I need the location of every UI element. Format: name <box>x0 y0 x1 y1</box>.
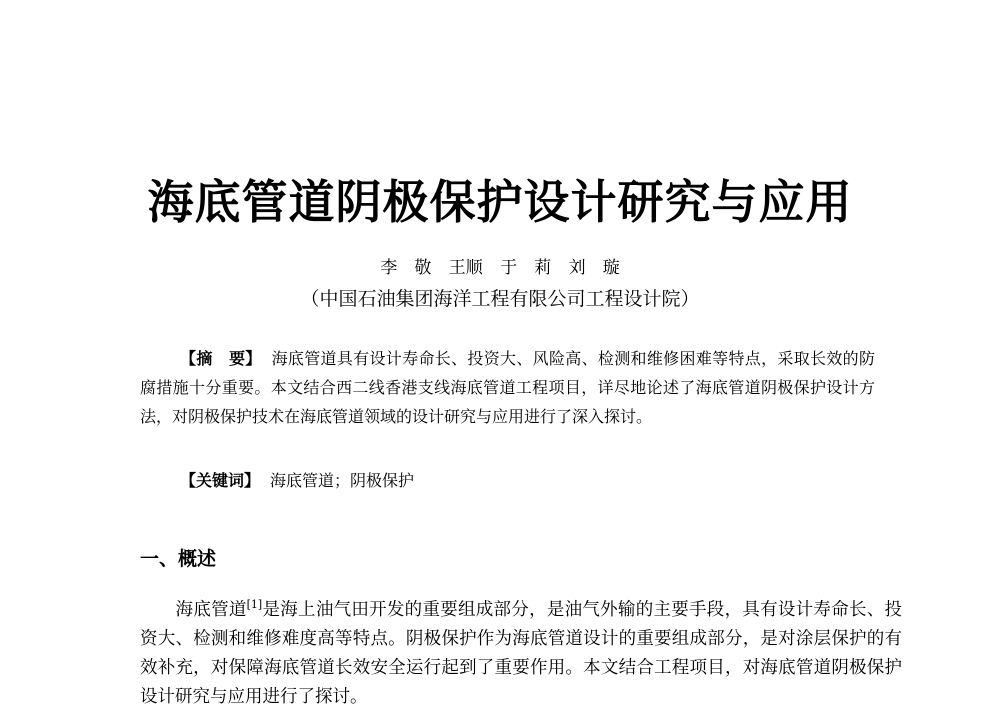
paragraph-rest: 是海上油气田开发的重要组成部分，是油气外输的主要手段，具有设计寿命长、投资大、检测和维修难度高等特点。阴极保护作为海底管道设计的重要组成部分，是对涂层保护的有效补充，对保障海底管道长效安全运行起到了重要作用。本文结合工程项目，对海底管道阴极保护设计研究与应用进行了探讨。 <box>140 600 903 707</box>
author-affiliation: （中国石油集团海洋工程有限公司工程设计院） <box>300 288 700 310</box>
abstract-text: 海底管道具有设计寿命长、投资大、风险高、检测和维修困难等特点，采取长效的防腐措施十分重要。本文结合西二线香港支线海底管道工程项目，详尽地论述了海底管道阴极保护设计方法，对阴极保护技术在海底管道领域的设计研究与应用进行了深入探讨。 <box>140 349 875 426</box>
keywords-label: 【关键词】 <box>180 471 261 490</box>
abstract <box>140 344 875 431</box>
keywords <box>180 468 880 494</box>
citation-marker[interactable]: [1] <box>246 598 263 612</box>
section-heading: 一、概述 <box>140 548 217 570</box>
author-name: 王顺 <box>448 258 483 278</box>
abstract-label: 【摘 要】 <box>180 349 262 368</box>
paragraph-start: 海底管道 <box>175 600 247 620</box>
author-name: 刘 璇 <box>568 258 620 278</box>
body-paragraph <box>140 596 902 712</box>
author-name: 于 莉 <box>500 258 552 278</box>
keywords-text: 海底管道；阴极保护 <box>270 471 415 490</box>
author-list <box>0 256 1000 280</box>
author-name: 李 敬 <box>380 258 432 278</box>
paper-title: 海底管道阴极保护设计研究与应用 <box>147 175 853 229</box>
